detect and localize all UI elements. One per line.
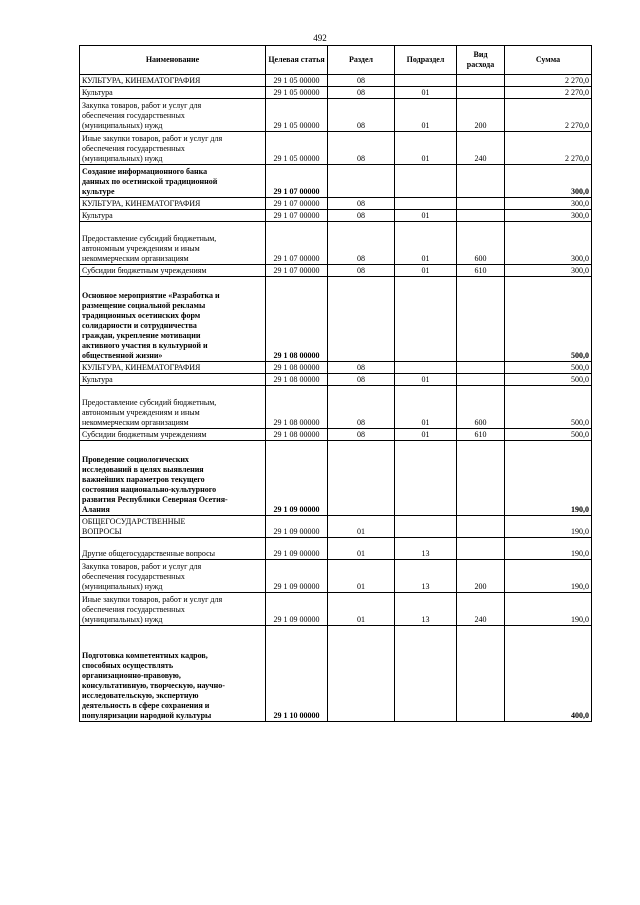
name-cell: [80, 362, 266, 374]
name-cell: [80, 386, 266, 429]
name-cell-text: Предоставление субсидий бюджетным, автономным учреждениям и иным некоммерческим организациям: [82, 398, 217, 427]
table-row: [80, 441, 592, 516]
name-cell-text: КУЛЬТУРА, КИНЕМАТОГРАФИЯ: [82, 76, 201, 85]
sum-cell-text: 190,0: [571, 582, 589, 591]
subsection-cell-text: 01: [421, 154, 430, 163]
sum-cell-text: 2 270,0: [565, 154, 589, 163]
sum-cell-text: 500,0: [571, 351, 589, 360]
section-cell: [328, 75, 395, 87]
subsection-cell: [395, 132, 457, 165]
table-row: [80, 277, 592, 362]
section-cell: [328, 210, 395, 222]
subsection-cell: [395, 210, 457, 222]
section-cell-text: 01: [357, 582, 365, 591]
code-cell: [266, 362, 328, 374]
kind-cell: [457, 75, 505, 87]
subsection-cell: [395, 516, 457, 538]
name-cell-text: КУЛЬТУРА, КИНЕМАТОГРАФИЯ: [82, 199, 201, 208]
subsection-cell: [395, 429, 457, 441]
code-cell-text: 29 1 10 00000: [273, 711, 320, 720]
sum-cell: [505, 374, 592, 386]
name-cell: [80, 516, 266, 538]
name-cell-text: Основное мероприятие «Разработка и размещение социальной рекламы традиционных осетинских форм солидарности и сотрудничества граждан, укрепление мотивации активного участия в культурной и общественной жизни»: [82, 291, 220, 360]
code-cell-text: 29 1 08 00000: [273, 418, 320, 427]
section-cell: [328, 374, 395, 386]
name-cell: [80, 560, 266, 593]
name-cell: [80, 198, 266, 210]
subsection-cell: [395, 87, 457, 99]
sum-cell: [505, 362, 592, 374]
name-cell: [80, 277, 266, 362]
code-cell: [266, 165, 328, 198]
code-cell-text: 29 1 09 00000: [273, 527, 320, 536]
kind-cell: [457, 87, 505, 99]
section-cell-text: 08: [357, 363, 365, 372]
kind-cell: [457, 538, 505, 560]
subsection-cell-text: 13: [421, 615, 430, 624]
table-row: [80, 538, 592, 560]
sum-cell-text: 300,0: [571, 254, 589, 263]
name-cell: [80, 210, 266, 222]
subsection-cell-text: 13: [421, 582, 430, 591]
subsection-cell: [395, 265, 457, 277]
sum-cell-text: 300,0: [571, 199, 589, 208]
sum-cell-text: 400,0: [571, 711, 589, 720]
name-cell: [80, 75, 266, 87]
sum-cell: [505, 386, 592, 429]
section-cell: [328, 593, 395, 626]
subsection-cell: [395, 198, 457, 210]
table-body: [80, 75, 592, 722]
kind-cell-text: 600: [474, 254, 487, 263]
kind-cell: [457, 165, 505, 198]
sum-cell: [505, 560, 592, 593]
table-row: [80, 265, 592, 277]
header-section: Раздел: [328, 46, 395, 75]
sum-cell-text: 2 270,0: [565, 121, 589, 130]
kind-cell-text: 610: [474, 430, 487, 439]
section-cell-text: 08: [357, 154, 365, 163]
name-cell-text: Закупка товаров, работ и услуг для обеспечения государственных (муниципальных) нужд: [82, 562, 202, 591]
subsection-cell-text: 01: [421, 211, 430, 220]
section-cell-text: 01: [357, 549, 365, 558]
section-cell-text: 08: [357, 121, 365, 130]
kind-cell-text: 240: [474, 154, 487, 163]
subsection-cell-text: 13: [421, 549, 430, 558]
sum-cell-text: 300,0: [571, 211, 589, 220]
section-cell: [328, 386, 395, 429]
name-cell-text: Подготовка компетентных кадров, способных осуществлять организационно-правовую, консультативную, творческую, научно- исследовательскую, экспертную деятельность в сфере сохранения и популяризации народной культуры: [82, 651, 225, 720]
table-row: [80, 165, 592, 198]
section-cell: [328, 99, 395, 132]
kind-cell-text: 200: [474, 121, 487, 130]
name-cell: [80, 374, 266, 386]
sum-cell-text: 500,0: [571, 430, 589, 439]
code-cell: [266, 222, 328, 265]
code-cell: [266, 538, 328, 560]
name-cell: [80, 593, 266, 626]
table-header-row: [80, 46, 592, 75]
table-row: [80, 198, 592, 210]
subsection-cell: [395, 277, 457, 362]
sum-cell: [505, 538, 592, 560]
code-cell-text: 29 1 08 00000: [273, 375, 320, 384]
code-cell: [266, 75, 328, 87]
section-cell: [328, 165, 395, 198]
code-cell: [266, 429, 328, 441]
table-row: [80, 362, 592, 374]
kind-cell: [457, 374, 505, 386]
kind-cell: [457, 222, 505, 265]
code-cell-text: 29 1 09 00000: [273, 615, 320, 624]
section-cell: [328, 277, 395, 362]
subsection-cell: [395, 593, 457, 626]
subsection-cell: [395, 362, 457, 374]
kind-cell-text: 610: [474, 266, 487, 275]
code-cell: [266, 87, 328, 99]
table-row: [80, 593, 592, 626]
table-row: [80, 560, 592, 593]
code-cell: [266, 265, 328, 277]
section-cell: [328, 538, 395, 560]
kind-cell: [457, 593, 505, 626]
section-cell-text: 08: [357, 430, 365, 439]
sum-cell: [505, 198, 592, 210]
name-cell: [80, 87, 266, 99]
section-cell: [328, 429, 395, 441]
table-row: [80, 99, 592, 132]
section-cell-text: 01: [357, 527, 365, 536]
kind-cell-text: 200: [474, 582, 487, 591]
subsection-cell-text: 01: [421, 375, 430, 384]
sum-cell: [505, 441, 592, 516]
sum-cell-text: 2 270,0: [565, 76, 589, 85]
code-cell-text: 29 1 09 00000: [273, 505, 320, 514]
sum-cell-text: 500,0: [571, 418, 589, 427]
section-cell-text: 08: [357, 266, 365, 275]
code-cell: [266, 198, 328, 210]
name-cell-text: Культура: [82, 375, 113, 384]
sum-cell-text: 500,0: [571, 363, 589, 372]
name-cell: [80, 429, 266, 441]
code-cell: [266, 99, 328, 132]
sum-cell-text: 300,0: [571, 266, 589, 275]
kind-cell-text: 240: [474, 615, 487, 624]
kind-cell: [457, 441, 505, 516]
sum-cell: [505, 516, 592, 538]
sum-cell-text: 190,0: [571, 549, 589, 558]
kind-cell: [457, 386, 505, 429]
section-cell-text: 08: [357, 375, 365, 384]
table-row: [80, 222, 592, 265]
table-row: [80, 386, 592, 429]
code-cell: [266, 210, 328, 222]
code-cell-text: 29 1 07 00000: [273, 254, 320, 263]
kind-cell: [457, 626, 505, 722]
code-cell: [266, 626, 328, 722]
name-cell-text: Проведение социологических исследований в целях выявления важнейших параметров текущего состояния национально-культурного развития Республики Северная Осетия- Алания: [82, 455, 228, 514]
code-cell: [266, 441, 328, 516]
sum-cell-text: 2 270,0: [565, 88, 589, 97]
subsection-cell: [395, 538, 457, 560]
table-row: [80, 429, 592, 441]
subsection-cell: [395, 386, 457, 429]
name-cell-text: Культура: [82, 88, 113, 97]
code-cell: [266, 560, 328, 593]
table-row: [80, 210, 592, 222]
name-cell: [80, 626, 266, 722]
section-cell-text: 08: [357, 76, 365, 85]
section-cell: [328, 560, 395, 593]
subsection-cell-text: 01: [421, 121, 430, 130]
section-cell-text: 08: [357, 254, 365, 263]
subsection-cell: [395, 222, 457, 265]
name-cell-text: КУЛЬТУРА, КИНЕМАТОГРАФИЯ: [82, 363, 201, 372]
name-cell-text: Иные закупки товаров, работ и услуг для обеспечения государственных (муниципальных) нужд: [82, 134, 223, 163]
name-cell-text: Создание информационного банка данных по осетинской традиционной культуре: [82, 167, 218, 196]
kind-cell: [457, 198, 505, 210]
budget-table: [79, 45, 592, 722]
kind-cell: [457, 99, 505, 132]
sum-cell: [505, 277, 592, 362]
header-code: Целевая статья: [266, 46, 328, 75]
subsection-cell-text: 01: [421, 266, 430, 275]
section-cell: [328, 441, 395, 516]
code-cell-text: 29 1 05 00000: [273, 121, 320, 130]
sum-cell: [505, 222, 592, 265]
subsection-cell: [395, 441, 457, 516]
name-cell-text: Другие общегосударственные вопросы: [82, 549, 216, 558]
subsection-cell-text: 01: [421, 418, 430, 427]
subsection-cell: [395, 75, 457, 87]
section-cell-text: 08: [357, 199, 365, 208]
name-cell: [80, 265, 266, 277]
code-cell-text: 29 1 08 00000: [273, 430, 320, 439]
kind-cell: [457, 362, 505, 374]
name-cell-text: Закупка товаров, работ и услуг для обеспечения государственных (муниципальных) нужд: [82, 101, 202, 130]
kind-cell: [457, 516, 505, 538]
code-cell: [266, 516, 328, 538]
sum-cell-text: 190,0: [571, 505, 589, 514]
table-row: [80, 87, 592, 99]
subsection-cell-text: 01: [421, 254, 430, 263]
code-cell-text: 29 1 07 00000: [273, 187, 320, 196]
subsection-cell: [395, 374, 457, 386]
header-sum: Сумма: [505, 46, 592, 75]
subsection-cell: [395, 626, 457, 722]
kind-cell: [457, 277, 505, 362]
sum-cell: [505, 99, 592, 132]
table-row: [80, 132, 592, 165]
sum-cell-text: 300,0: [571, 187, 589, 196]
section-cell-text: 01: [357, 615, 365, 624]
code-cell-text: 29 1 09 00000: [273, 582, 320, 591]
sum-cell: [505, 593, 592, 626]
sum-cell-text: 190,0: [571, 527, 589, 536]
section-cell-text: 08: [357, 88, 365, 97]
kind-cell: [457, 560, 505, 593]
sum-cell-text: 190,0: [571, 615, 589, 624]
name-cell-text: Субсидии бюджетным учреждениям: [82, 266, 207, 275]
code-cell-text: 29 1 05 00000: [273, 76, 320, 85]
subsection-cell: [395, 99, 457, 132]
section-cell: [328, 132, 395, 165]
name-cell-text: Культура: [82, 211, 113, 220]
kind-cell-text: 600: [474, 418, 487, 427]
section-cell: [328, 87, 395, 99]
code-cell-text: 29 1 07 00000: [273, 211, 320, 220]
name-cell: [80, 222, 266, 265]
sum-cell: [505, 210, 592, 222]
sum-cell: [505, 265, 592, 277]
sum-cell: [505, 626, 592, 722]
sum-cell-text: 500,0: [571, 375, 589, 384]
table-row: [80, 75, 592, 87]
name-cell: [80, 165, 266, 198]
name-cell-text: Предоставление субсидий бюджетным, автономным учреждениям и иным некоммерческим организациям: [82, 234, 217, 263]
table-row: [80, 374, 592, 386]
subsection-cell: [395, 560, 457, 593]
name-cell-text: Субсидии бюджетным учреждениям: [82, 430, 207, 439]
page-number: 492: [313, 33, 327, 43]
sum-cell: [505, 429, 592, 441]
subsection-cell-text: 01: [421, 88, 430, 97]
kind-cell: [457, 132, 505, 165]
name-cell-text: Иные закупки товаров, работ и услуг для обеспечения государственных (муниципальных) нужд: [82, 595, 223, 624]
code-cell: [266, 386, 328, 429]
section-cell-text: 08: [357, 418, 365, 427]
section-cell: [328, 516, 395, 538]
kind-cell: [457, 265, 505, 277]
code-cell: [266, 374, 328, 386]
code-cell: [266, 132, 328, 165]
code-cell: [266, 593, 328, 626]
section-cell: [328, 265, 395, 277]
name-cell: [80, 441, 266, 516]
code-cell: [266, 277, 328, 362]
code-cell-text: 29 1 08 00000: [273, 351, 320, 360]
subsection-cell-text: 01: [421, 430, 430, 439]
name-cell: [80, 132, 266, 165]
code-cell-text: 29 1 07 00000: [273, 199, 320, 208]
sum-cell: [505, 165, 592, 198]
name-cell-text: ОБЩЕГОСУДАРСТВЕННЫЕ ВОПРОСЫ: [82, 517, 186, 536]
code-cell-text: 29 1 05 00000: [273, 88, 320, 97]
name-cell: [80, 538, 266, 560]
section-cell: [328, 362, 395, 374]
kind-cell: [457, 210, 505, 222]
code-cell-text: 29 1 09 00000: [273, 549, 320, 558]
subsection-cell: [395, 165, 457, 198]
code-cell-text: 29 1 07 00000: [273, 266, 320, 275]
kind-cell: [457, 429, 505, 441]
header-subsection: Подраздел: [395, 46, 457, 75]
section-cell-text: 08: [357, 211, 365, 220]
section-cell: [328, 198, 395, 210]
section-cell: [328, 626, 395, 722]
code-cell-text: 29 1 08 00000: [273, 363, 320, 372]
table-row: [80, 626, 592, 722]
sum-cell: [505, 87, 592, 99]
section-cell: [328, 222, 395, 265]
table-row: [80, 516, 592, 538]
code-cell-text: 29 1 05 00000: [273, 154, 320, 163]
header-kind: Вид расхода: [457, 46, 505, 75]
header-name: Наименование: [80, 46, 266, 75]
sum-cell: [505, 132, 592, 165]
name-cell: [80, 99, 266, 132]
sum-cell: [505, 75, 592, 87]
